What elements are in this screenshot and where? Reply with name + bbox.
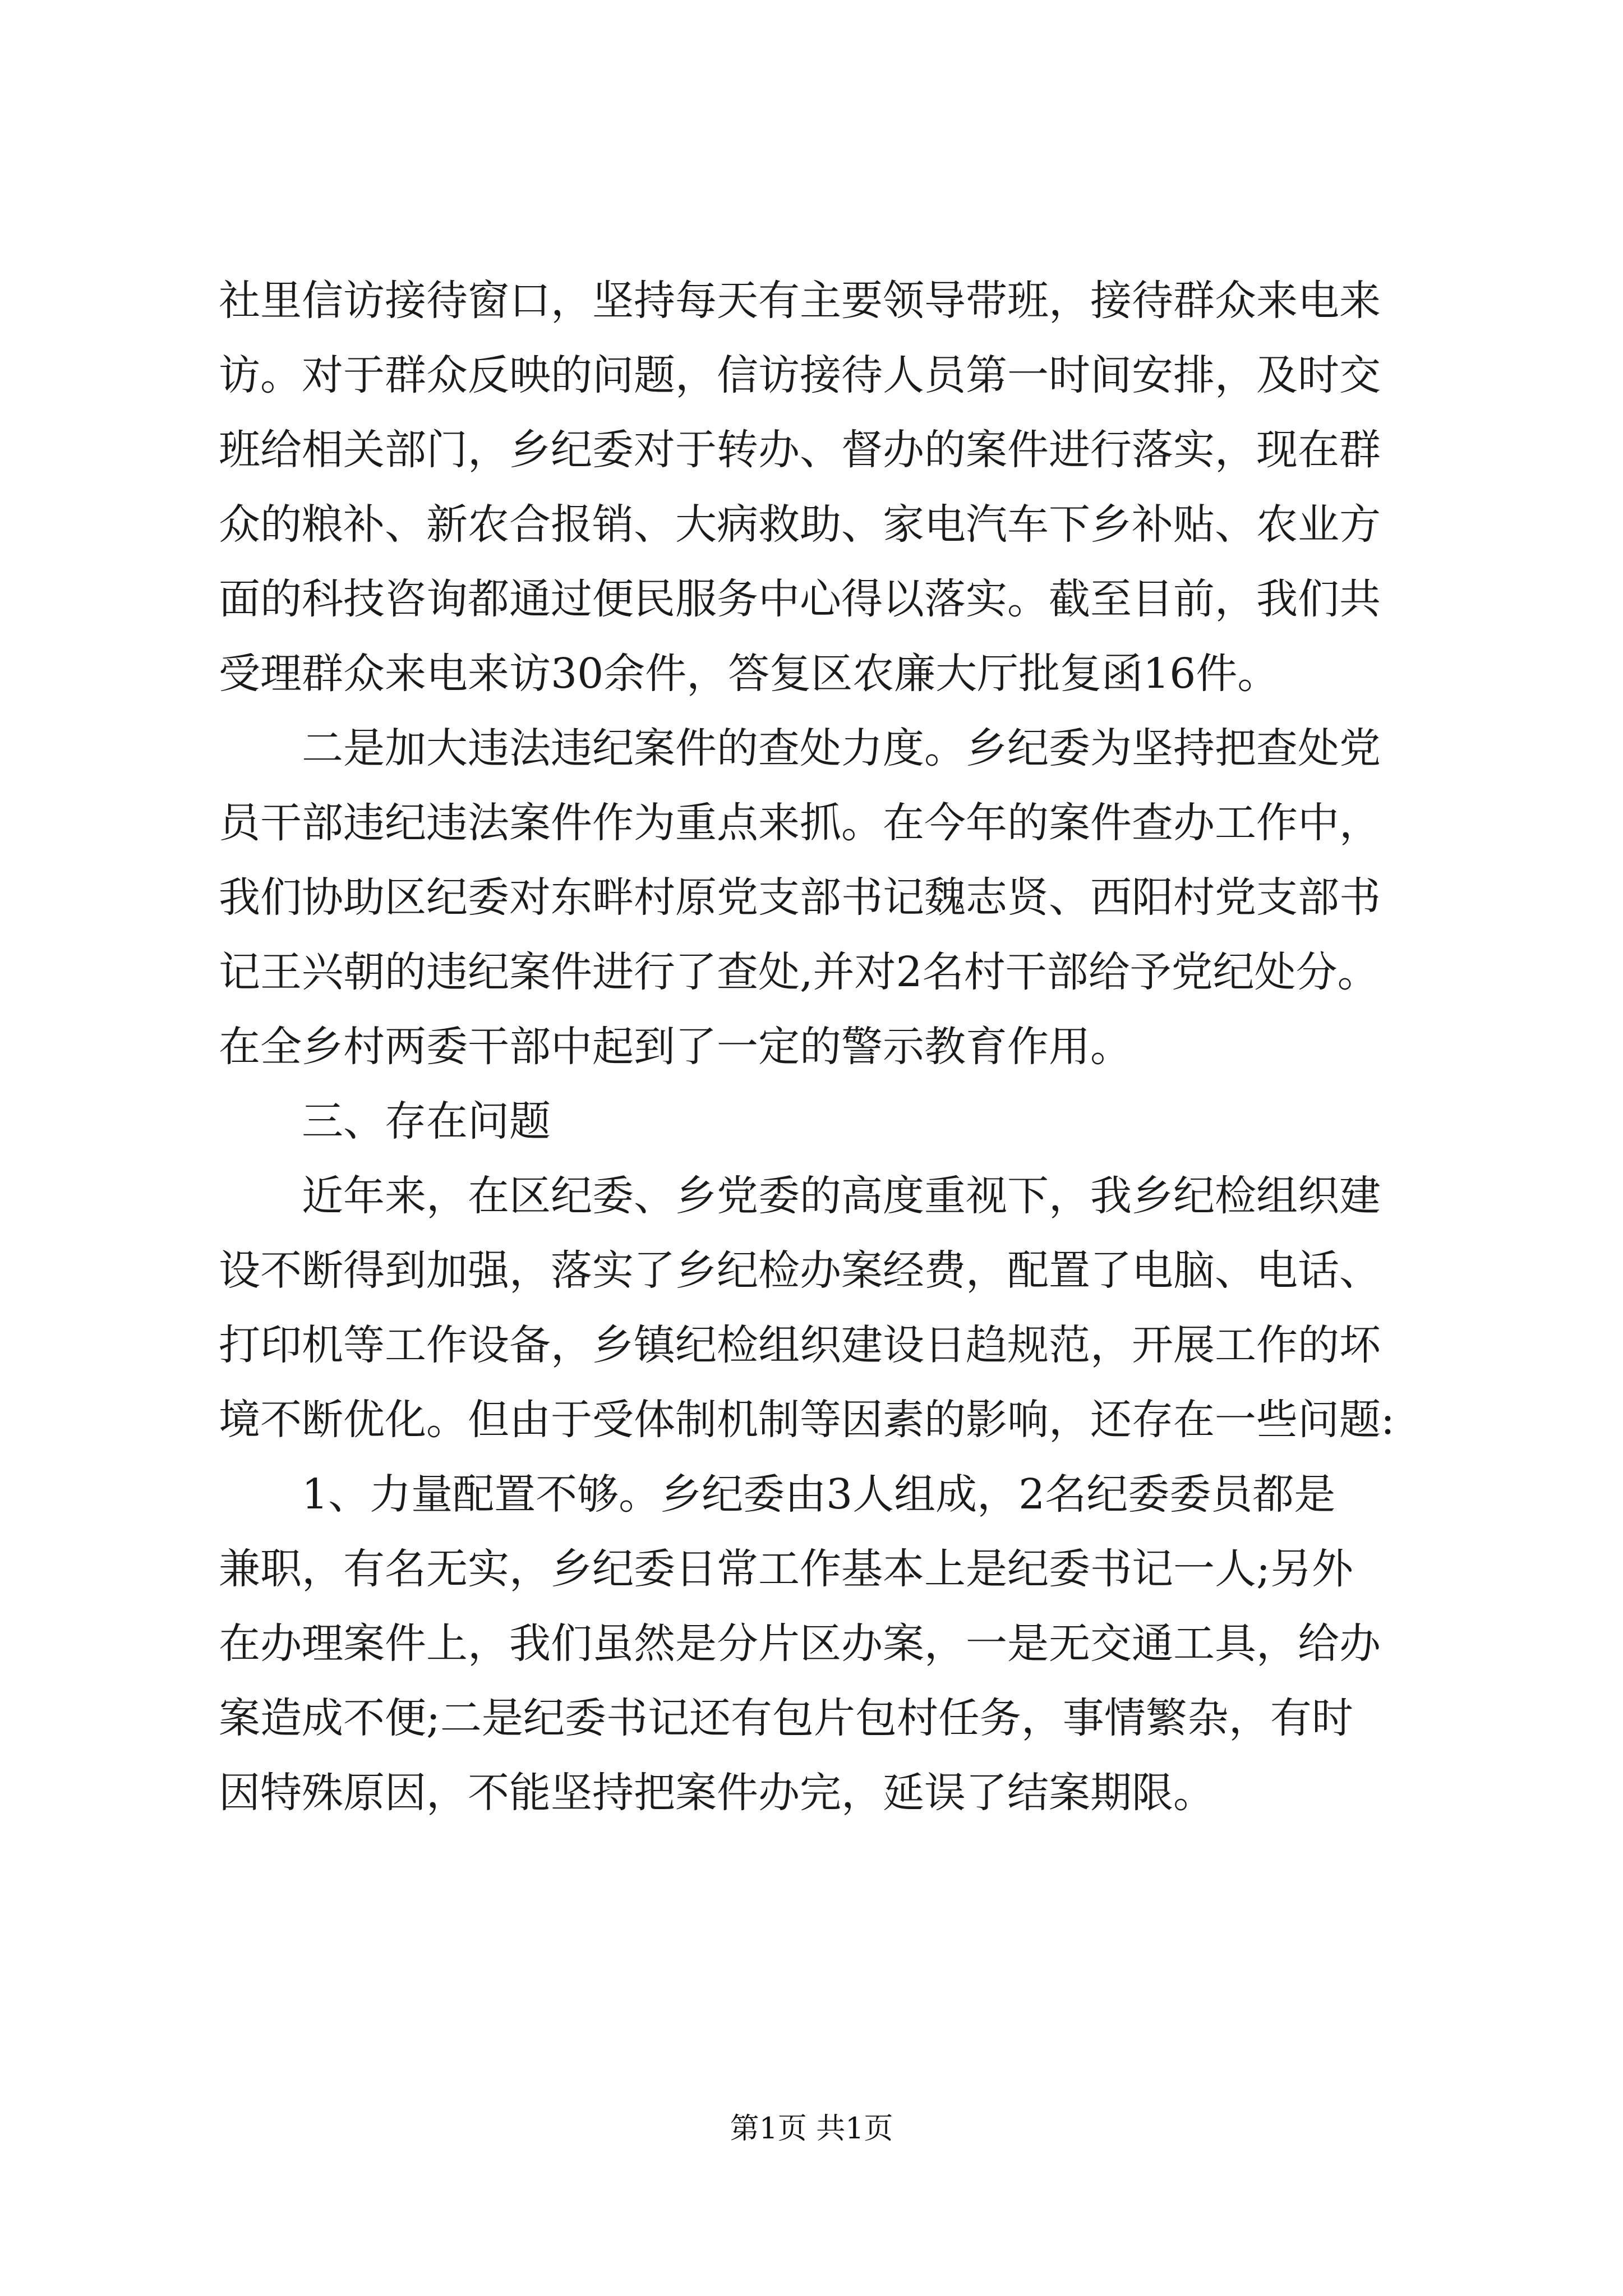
paragraph-start-line: 近年来，在区纪委、乡党委的高度重视下，我乡纪检组织建 [302, 1172, 1381, 1220]
text-line: 打印机等工作设备，乡镇纪检组织建设日趋规范，开展工作的坏 [219, 1321, 1381, 1369]
text-line: 记王兴朝的违纪案件进行了查处,并对2名村干部给予党纪处分。 [219, 948, 1379, 996]
text-line: 在全乡村两委干部中起到了一定的警示教育作用。 [219, 1023, 1132, 1071]
text-line: 面的科技咨询都通过便民服务中心得以落实。截至目前，我们共 [219, 575, 1381, 623]
text-line: 众的粮补、新农合报销、大病救助、家电汽车下乡补贴、农业方 [219, 500, 1381, 549]
text-line: 受理群众来电来访30余件，答复区农廉大厅批复函16件。 [219, 650, 1279, 698]
text-line: 案造成不便;二是纪委书记还有包片包村任务，事情繁杂，有时 [219, 1694, 1353, 1742]
text-line: 我们协助区纪委对东畔村原党支部书记魏志贤、西阳村党支部书 [219, 873, 1381, 922]
text-line: 访。对于群众反映的问题，信访接待人员第一时间安排，及时交 [219, 351, 1381, 399]
document-body [219, 264, 1413, 1830]
section-heading: 三、存在问题 [302, 1097, 551, 1145]
text-line: 设不断得到加强，落实了乡纪检办案经费，配置了电脑、电话、 [219, 1246, 1381, 1295]
page-footer: 第1页 共1页 [730, 2112, 893, 2146]
text-line: 境不断优化。但由于受体制机制等因素的影响，还存在一些问题: [219, 1396, 1395, 1444]
paragraph-start-line: 1、力量配置不够。乡纪委由3人组成，2名纪委委员都是 [302, 1470, 1336, 1519]
text-line: 因特殊原因，不能坚持把案件办完，延误了结案期限。 [219, 1769, 1215, 1817]
text-line: 班给相关部门，乡纪委对于转办、督办的案件进行落实，现在群 [219, 426, 1381, 474]
text-line: 员干部违纪违法案件作为重点来抓。在今年的案件查办工作中， [219, 799, 1381, 847]
text-line: 社里信访接待窗口，坚持每天有主要领导带班，接待群众来电来 [219, 277, 1381, 325]
text-line: 在办理案件上，我们虽然是分片区办案，一是无交通工具，给办 [219, 1619, 1381, 1668]
paragraph-start-line: 二是加大违法违纪案件的查处力度。乡纪委为坚持把查处党 [302, 724, 1381, 772]
text-line: 兼职，有名无实，乡纪委日常工作基本上是纪委书记一人;另外 [219, 1545, 1353, 1593]
